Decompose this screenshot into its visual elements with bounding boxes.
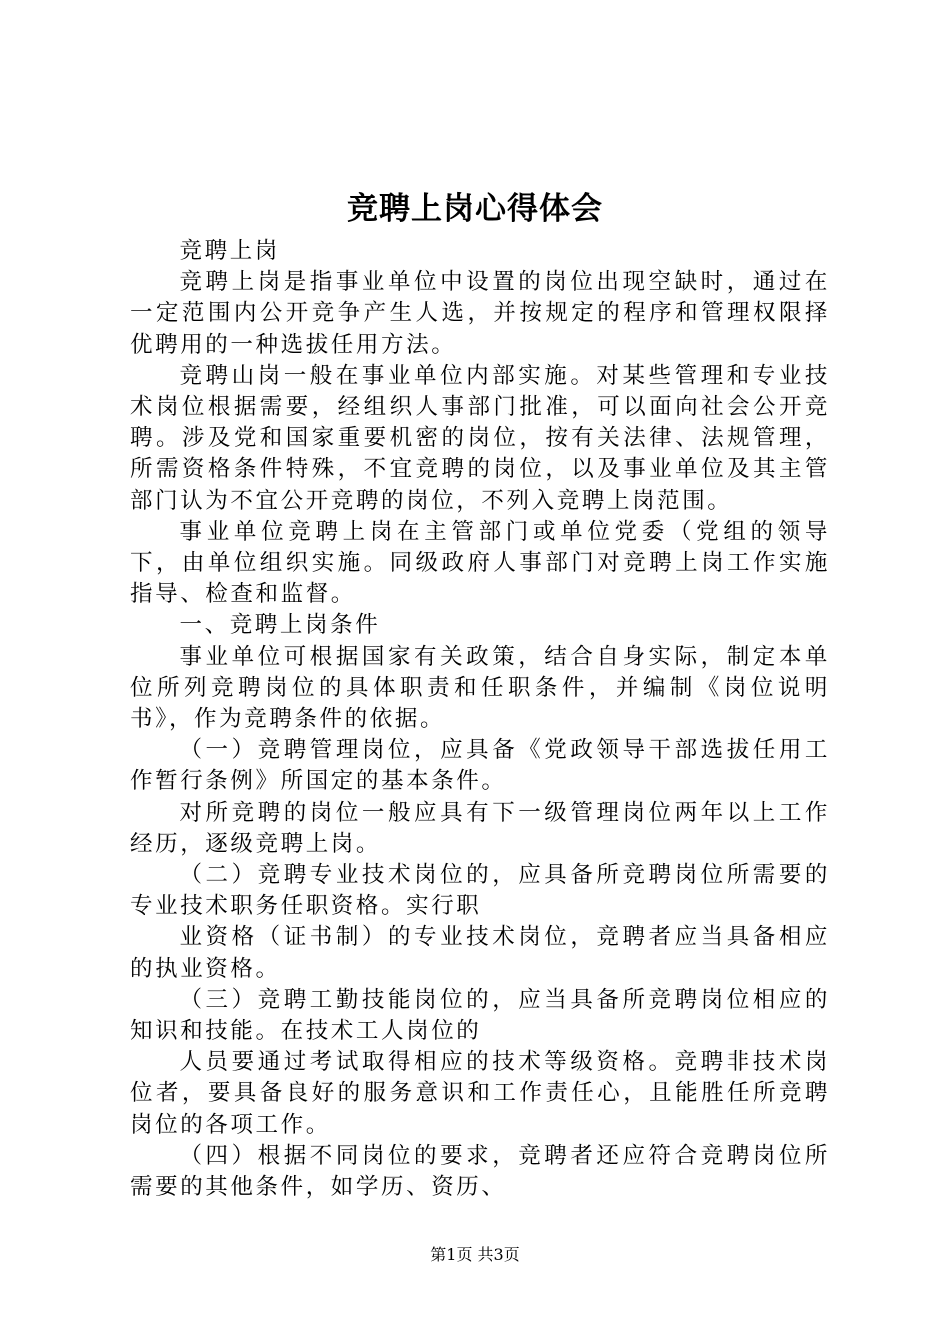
section-heading: 一、竞聘上岗条件 [179,612,381,639]
paragraph: （一）竞聘管理岗位，应具备《党政领导干部选拔任用工作暂行条例》所国定的基本条件。 [130,737,830,795]
page-number: 第1页 共3页 [430,1245,520,1264]
paragraph: 人员要通过考试取得相应的技术等级资格。竞聘非技术岗位者，要具备良好的服务意识和工作责任心，且能胜任所竞聘岗位的各项工作。 [130,1049,830,1138]
document-body [130,236,830,1203]
paragraph: （四）根据不同岗位的要求，竞聘者还应符合竞聘岗位所需要的其他条件，如学历、资历、 [130,1142,830,1201]
document-title: 竞聘上岗心得体会 [347,191,603,227]
paragraph: 业资格（证书制）的专业技术岗位，竞聘者应当具备相应的执业资格。 [130,924,830,982]
paragraph: 事业单位可根据国家有关政策，结合自身实际，制定本单位所列竞聘岗位的具体职责和任职条件，并编制《岗位说明书》，作为竞聘条件的依据。 [130,643,830,733]
paragraph: 竞聘山岗一般在事业单位内部实施。对某些管理和专业技术岗位根据需要，经组织人事部门批准，可以面向社会公开竞聘。涉及党和国家重要机密的岗位，按有关法律、法规管理，所需资格条件特殊，不宜竞聘的岗位，以及事业单位及其主管部门认为不宜公开竞聘的岗位，不列入竞聘上岗范围。 [130,362,830,514]
paragraph: 竞聘上岗是指事业单位中设置的岗位出现空缺时，通过在一定范围内公开竞争产生人选，并按规定的程序和管理权限择优聘用的一种选拔任用方法。 [130,269,830,358]
paragraph: （二）竞聘专业技术岗位的，应具备所竞聘岗位所需要的专业技术职务任职资格。实行职 [130,862,830,920]
paragraph: 事业单位竞聘上岗在主管部门或单位党委（党组的领导下，由单位组织实施。同级政府人事部门对竞聘上岗工作实施指导、检查和监督。 [130,518,830,608]
paragraph-heading: 竞聘上岗 [179,238,280,264]
paragraph: 对所竞聘的岗位一般应具有下一级管理岗位两年以上工作经历，逐级竞聘上岗。 [130,799,830,857]
paragraph: （三）竞聘工勤技能岗位的，应当具备所竞聘岗位相应的知识和技能。在技术工人岗位的 [130,986,830,1045]
